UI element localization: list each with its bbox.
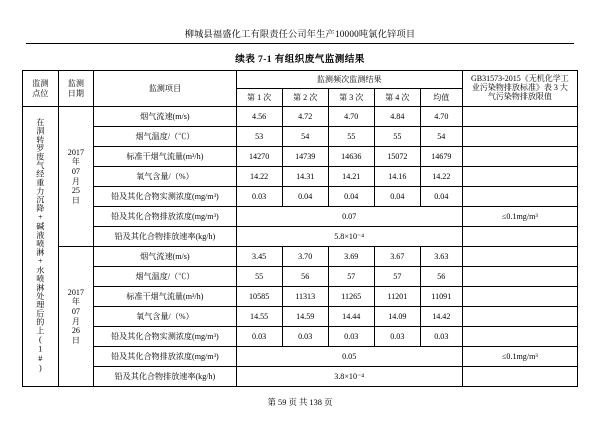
date-line-2: 年 xyxy=(71,157,80,167)
table-row-item: 烟气流速(m/s) xyxy=(94,247,236,267)
table-cell-value: 4.84 xyxy=(374,107,420,127)
table-cell-value: 14.21 xyxy=(328,167,374,187)
table-cell-value: 4.70 xyxy=(328,107,374,127)
table-row-item: 铅及其化合物实测浓度(mg/m³) xyxy=(94,187,236,207)
date-line-1: 2017 xyxy=(67,147,84,157)
table-row-item: 氧气含量/（%） xyxy=(94,167,236,187)
table-cell-value: 14739 xyxy=(282,147,328,167)
table-cell-limit xyxy=(462,267,577,287)
table-cell-value: 0.04 xyxy=(328,187,374,207)
table-cell-value: 14.44 xyxy=(328,307,374,327)
table-cell-value: 55 xyxy=(328,127,374,147)
table-cell-limit xyxy=(462,167,577,187)
monitoring-date-cell-2 xyxy=(58,247,94,387)
table-cell-average: 11091 xyxy=(420,287,462,307)
table-row-item: 烟气流速(m/s) xyxy=(94,107,236,127)
table-cell-value: 11265 xyxy=(328,287,374,307)
table-cell-limit xyxy=(462,307,577,327)
table-cell-average: 3.63 xyxy=(420,247,462,267)
header-freq-4: 第 4 次 xyxy=(374,89,420,107)
table-row-item: 烟气温度/（℃） xyxy=(94,127,236,147)
table-cell-average: 0.04 xyxy=(420,187,462,207)
limit-line-2: 业污染物排放标准》表 3 大 xyxy=(471,83,568,93)
header-freq-1: 第 1 次 xyxy=(236,89,282,107)
table-cell-value: 55 xyxy=(374,127,420,147)
table-row-item: 铅及其化合物排放浓度(mg/m³) xyxy=(94,207,236,227)
table-cell-limit xyxy=(462,247,577,267)
table-cell-value: 14.59 xyxy=(282,307,328,327)
table-cell-value: 57 xyxy=(374,267,420,287)
limit-line-3: 气污染物排放限值 xyxy=(487,91,552,101)
table-cell-value: 54 xyxy=(282,127,328,147)
date-line-6: 日 xyxy=(71,335,80,345)
table-cell-limit xyxy=(462,147,577,167)
table-cell-value: 14636 xyxy=(328,147,374,167)
table-cell-average: 14.22 xyxy=(420,167,462,187)
table-cell-limit xyxy=(462,287,577,307)
table-cell-value: 14.16 xyxy=(374,167,420,187)
date-line-3: 07 xyxy=(71,306,80,316)
table-row-item: 铅及其化合物实测浓度(mg/m³) xyxy=(94,327,236,347)
table-row-item: 标准干烟气流量(m³/h) xyxy=(94,147,236,167)
header-freq-2: 第 2 次 xyxy=(282,89,328,107)
table-cell-limit xyxy=(462,127,577,147)
table-cell-value: 14.09 xyxy=(374,307,420,327)
table-cell-value: 0.04 xyxy=(374,187,420,207)
table-cell-value: 3.67 xyxy=(374,247,420,267)
table-cell-value: 3.45 xyxy=(236,247,282,267)
table-cell-value: 3.69 xyxy=(328,247,374,267)
emission-monitoring-table xyxy=(22,70,578,387)
table-cell-limit: ≤0.1mg/m³ xyxy=(462,207,577,227)
date-line-6: 日 xyxy=(71,195,80,205)
table-cell-merged-value: 5.8×10⁻⁴ xyxy=(236,227,462,247)
monitoring-point-cell xyxy=(23,107,59,387)
table-row-item: 标准干烟气流量(m³/h) xyxy=(94,287,236,307)
table-cell-value: 0.04 xyxy=(282,187,328,207)
header-point-line1: 监测 xyxy=(32,79,49,89)
table-cell-value: 56 xyxy=(282,267,328,287)
header-freq-3: 第 3 次 xyxy=(328,89,374,107)
table-cell-value: 55 xyxy=(236,267,282,287)
table-cell-value: 14.55 xyxy=(236,307,282,327)
table-cell-value: 15072 xyxy=(374,147,420,167)
header-freq-avg: 均值 xyxy=(420,89,462,107)
date-line-1: 2017 xyxy=(67,287,84,297)
table-cell-average: 56 xyxy=(420,267,462,287)
table-row-item: 氧气含量/（%） xyxy=(94,307,236,327)
header-results-group: 监测频次监测结果 xyxy=(236,71,462,89)
table-cell-average: 0.03 xyxy=(420,327,462,347)
table-row-item: 铅及其化合物排放速率(kg/h) xyxy=(94,227,236,247)
table-cell-limit xyxy=(462,327,577,347)
date-line-5: 26 xyxy=(71,326,80,336)
table-cell-value: 0.03 xyxy=(236,187,282,207)
header-standard-limit xyxy=(462,71,577,107)
table-cell-limit xyxy=(462,367,577,387)
table-cell-value: 14.31 xyxy=(282,167,328,187)
page-footer: 第 59 页 共 138 页 xyxy=(267,398,333,407)
document-header-title: 柳城县福盛化工有限责任公司年生产10000吨氯化锌项目 xyxy=(26,26,574,44)
table-cell-value: 10585 xyxy=(236,287,282,307)
table-cell-value: 4.72 xyxy=(282,107,328,127)
header-item: 监测项目 xyxy=(94,71,236,107)
table-cell-average: 54 xyxy=(420,127,462,147)
table-cell-value: 57 xyxy=(328,267,374,287)
table-cell-value: 14.22 xyxy=(236,167,282,187)
header-date-line1: 监测 xyxy=(67,79,84,89)
table-cell-merged-value: 0.07 xyxy=(236,207,462,227)
table-cell-limit xyxy=(462,187,577,207)
table-cell-value: 0.03 xyxy=(328,327,374,347)
date-line-2: 年 xyxy=(71,297,80,307)
table-row-item: 铅及其化合物排放浓度(mg/m³) xyxy=(94,347,236,367)
table-cell-value: 14270 xyxy=(236,147,282,167)
table-cell-value: 0.03 xyxy=(374,327,420,347)
table-cell-limit: ≤0.1mg/m³ xyxy=(462,347,577,367)
table-cell-merged-value: 3.8×10⁻⁴ xyxy=(236,367,462,387)
table-cell-average: 14.42 xyxy=(420,307,462,327)
table-cell-value: 4.56 xyxy=(236,107,282,127)
date-line-4: 月 xyxy=(71,176,80,186)
table-cell-merged-value: 0.05 xyxy=(236,347,462,367)
table-cell-value: 0.03 xyxy=(282,327,328,347)
header-date xyxy=(58,71,94,107)
table-row-item: 烟气温度/（℃） xyxy=(94,267,236,287)
monitoring-point-label: 在洞转罗废气经重力沉降+碱液喷淋+水喷淋处理后的上(1#) xyxy=(35,118,45,373)
table-cell-value: 3.70 xyxy=(282,247,328,267)
date-line-5: 25 xyxy=(71,186,80,196)
header-point-line2: 点位 xyxy=(32,88,49,98)
table-cell-average: 4.70 xyxy=(420,107,462,127)
table-caption: 续表 7-1 有组织废气监测结果 xyxy=(235,54,365,65)
date-line-3: 07 xyxy=(71,166,80,176)
monitoring-date-cell-1 xyxy=(58,107,94,247)
table-cell-value: 11201 xyxy=(374,287,420,307)
table-cell-value: 0.03 xyxy=(236,327,282,347)
table-row-item: 铅及其化合物排放速率(kg/h) xyxy=(94,367,236,387)
header-date-line2: 日期 xyxy=(67,88,84,98)
table-cell-limit xyxy=(462,107,577,127)
table-cell-limit xyxy=(462,227,577,247)
limit-line-1: GB31573-2015《无机化学工 xyxy=(470,74,569,84)
table-cell-value: 11313 xyxy=(282,287,328,307)
table-cell-value: 53 xyxy=(236,127,282,147)
table-cell-average: 14679 xyxy=(420,147,462,167)
date-line-4: 月 xyxy=(71,316,80,326)
header-point xyxy=(23,71,59,107)
